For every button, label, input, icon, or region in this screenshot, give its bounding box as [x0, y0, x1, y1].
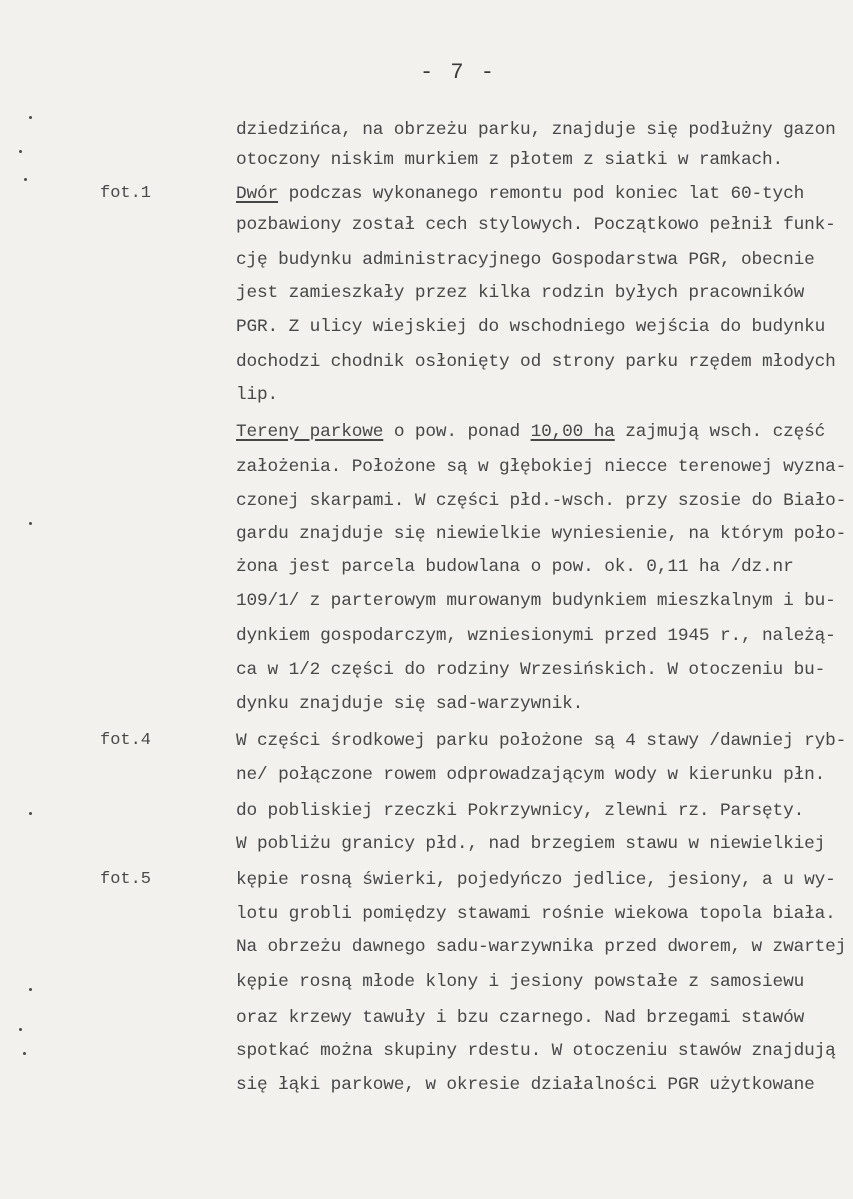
scan-speck	[19, 1028, 22, 1031]
margin-photo-reference: fot.4	[100, 731, 152, 750]
text-segment: lotu grobli pomiędzy stawami rośnie wiekowa topola biała.	[236, 904, 836, 924]
text-segment: żona jest parcela budowlana o pow. ok. 0,11 ha /dz.nr	[236, 557, 794, 577]
text-line	[236, 834, 825, 854]
text-line	[236, 150, 783, 170]
text-segment: PGR. Z ulicy wiejskiej do wschodniego wejścia do budynku	[236, 317, 826, 337]
text-line	[236, 283, 804, 303]
text-line	[236, 352, 836, 372]
text-line	[236, 250, 815, 270]
text-segment: dynkiem gospodarczym, wzniesionymi przed 1945 r., należą-	[236, 626, 836, 646]
scan-speck	[19, 150, 22, 153]
text-segment: zajmują wsch. część	[614, 422, 826, 442]
text-line	[236, 765, 825, 785]
page-number: - 7 -	[420, 60, 497, 85]
text-line	[236, 557, 794, 577]
text-line	[236, 215, 836, 235]
text-segment: kępie rosną świerki, pojedyńczo jedlice, jesiony, a u wy-	[236, 870, 836, 890]
text-line	[236, 591, 836, 611]
text-segment: dynku znajduje się sad-warzywnik.	[236, 694, 584, 714]
text-line	[236, 626, 836, 646]
text-segment: W części środkowej parku położone są 4 stawy /dawniej ryb-	[236, 731, 847, 751]
text-line	[236, 972, 804, 992]
text-line	[236, 904, 836, 924]
text-segment: pozbawiony został cech stylowych. Początkowo pełnił funk-	[236, 215, 836, 235]
text-line	[236, 1008, 804, 1028]
text-segment: W pobliżu granicy płd., nad brzegiem stawu w niewielkiej	[236, 834, 826, 854]
text-line	[236, 524, 846, 544]
text-line	[236, 1041, 836, 1061]
text-segment: 109/1/ z parterowym murowanym budynkiem mieszkalnym i bu-	[236, 591, 836, 611]
text-segment: Na obrzeżu dawnego sadu-warzywnika przed dworem, w zwartej	[236, 937, 847, 957]
scan-speck	[23, 1052, 26, 1055]
text-line	[236, 937, 846, 957]
scan-speck	[24, 178, 27, 181]
text-segment: dochodzi chodnik osłonięty od strony parku rzędem młodych	[236, 352, 836, 372]
text-segment: kępie rosną młode klony i jesiony powstałe z samosiewu	[236, 972, 805, 992]
text-line	[236, 184, 804, 204]
underlined-term: Tereny parkowe	[236, 422, 384, 442]
text-line	[236, 1075, 815, 1095]
scan-speck	[29, 116, 32, 119]
text-segment: czonej skarpami. W części płd.-wsch. przy szosie do Biało-	[236, 491, 847, 511]
text-segment: ne/ połączone rowem odprowadzającym wody w kierunku płn.	[236, 765, 826, 785]
text-segment: oraz krzewy tawuły i bzu czarnego. Nad brzegami stawów	[236, 1008, 805, 1028]
margin-photo-reference: fot.5	[100, 870, 152, 889]
text-segment: podczas wykonanego remontu pod koniec lat 60-tych	[278, 184, 805, 204]
text-line	[236, 385, 278, 405]
text-line	[236, 731, 846, 751]
scan-speck	[29, 812, 32, 815]
text-segment: gardu znajduje się niewielkie wyniesienie, na którym poło-	[236, 524, 847, 544]
text-segment: cję budynku administracyjnego Gospodarstwa PGR, obecnie	[236, 250, 815, 270]
text-segment: jest zamieszkały przez kilka rodzin byłych pracowników	[236, 283, 805, 303]
underlined-term: 10,00 ha	[530, 422, 615, 442]
text-line	[236, 870, 836, 890]
text-line	[236, 660, 825, 680]
scan-speck	[29, 522, 32, 525]
text-line	[236, 422, 825, 442]
text-segment: się łąki parkowe, w okresie działalności PGR użytkowane	[236, 1075, 815, 1095]
text-line	[236, 120, 836, 140]
text-line	[236, 317, 825, 337]
text-segment: ca w 1/2 części do rodziny Wrzesińskich. W otoczeniu bu-	[236, 660, 826, 680]
text-line	[236, 694, 583, 714]
margin-photo-reference: fot.1	[100, 184, 152, 203]
text-segment: do pobliskiej rzeczki Pokrzywnicy, zlewni rz. Parsęty.	[236, 801, 805, 821]
text-segment: lip.	[236, 385, 279, 405]
underlined-term: Dwór	[236, 184, 279, 204]
text-segment: o pow. ponad	[383, 422, 531, 442]
text-line	[236, 801, 804, 821]
text-segment: dziedzińca, na obrzeżu parku, znajduje się podłużny gazon	[236, 120, 836, 140]
text-line	[236, 457, 846, 477]
text-segment: założenia. Położone są w głębokiej niecce terenowej wyzna-	[236, 457, 847, 477]
text-segment: otoczony niskim murkiem z płotem z siatki w ramkach.	[236, 150, 784, 170]
text-line	[236, 491, 846, 511]
text-segment: spotkać można skupiny rdestu. W otoczeniu stawów znajdują	[236, 1041, 836, 1061]
scan-speck	[29, 988, 32, 991]
